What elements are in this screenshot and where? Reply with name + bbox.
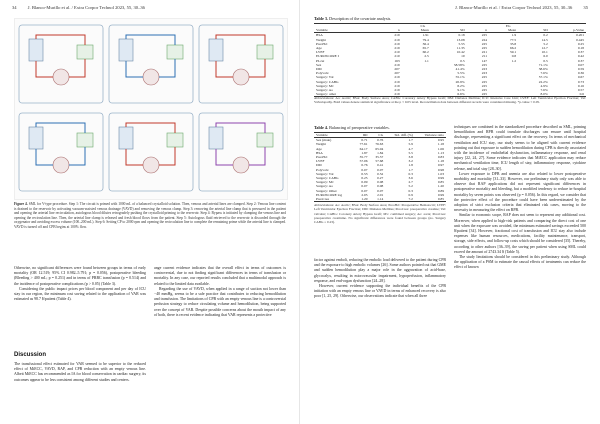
table-cell: 12.7 (541, 46, 548, 51)
table-header-cell: SD (460, 28, 465, 33)
figure-4-illustration (14, 18, 288, 200)
table-cell: 0.25 (577, 41, 584, 46)
table-cell: 0.76 (377, 138, 384, 143)
table-cell: 0.07 (377, 188, 384, 193)
table-cell: 225 (481, 75, 488, 80)
left-page-number: 34 (12, 5, 17, 10)
paragraph: Considering the public impact prices per blood component and per day of ICU stay in our region, the minimum cost saving related to the application of VAR was estimated as 98.7 $/patient (Table 4). (14, 286, 146, 302)
table-4-caption (314, 125, 390, 130)
table-cell: 1.20 (361, 197, 368, 202)
table-cell: Surgery: Ao (316, 184, 333, 189)
table-cell: 1.7 (408, 138, 413, 143)
paragraph: techniques are combined in the standardized procedure described as SML, priming hemodilution and RPB could translate discharges can ensure until hospital discharge, representing a significant effect on the recovery. In terms of mechanical ventilation and ICU stay, our study seems to be aligned with current evidence pointing out that exposure to sudden hemodilution during CPB is directly associated with the incidence of endothelial dysfunction, inflammatory response, and renal injury [22, 24, 27]. Some evidence indicates that MiECC application may reduce mechanical ventilation time, ICU length of stay, inflammatory response, cytokine release, and total stay [28–30]. (454, 125, 586, 171)
table-cell: Surgery: other (316, 92, 337, 97)
table-cell: 225 (481, 79, 488, 84)
table-cell: Surgery: Other (316, 188, 337, 193)
table-cell: 221 (481, 50, 488, 55)
table-3-caption (314, 16, 391, 21)
table-cell: 57.68 (375, 159, 384, 164)
table-cell: 0.07 (361, 167, 368, 172)
table-header-cell: p-Value (573, 28, 584, 33)
table-cell: 55.1% (455, 75, 465, 80)
table-cell: 0.16 (577, 83, 584, 88)
figure-caption-text: SML for V-type procedure. Step 1: The circuit is primed with 1000 mL of a balanced crystalloid solution. Then, venous and arterial lines are clamped. Step 2: Venous line content is drained to the reservoir by activating vacuum-assisted venous drainage (VAVD) and removing the venous clamp. Step 3: removing the arterial line clamp that is pressured in the patient and opening the arterial line recirculation, autologous blood dilutes retrogradely pushing the crystalloid priming to the reservoir. Step 4: Bypass is initiated by clamping the venous line and opening the recirculation line. Then, the arterial line clamp is released and fresh blood flows from the patient. Step 5: Autologous fluid retrieved to the reservoir is discarded through the oxygenator and avoiding excess volume (100–200 mL). Step 6: Setting CP to 2000 rpm and opening the recirculation line to complete the remaining prime while the arterial line is clamped. VAVD is turned off and CPB begins at 100% flow. (14, 202, 286, 229)
table-header-cell: n (397, 28, 400, 33)
table-cell: 0.59 (577, 67, 584, 72)
table-cell: 1.20 (437, 184, 444, 189)
paragraph: Regarding the use of VAVD, when applied in a range of suction not lower than −40 mmHg, seems to be a safe practice that contributes to reducing hemodilution and transfusion. The limitations of CPB with an empty venous line is a controversial perfusion strategy to reduce circulating volume and hemodilution, being supported over the concept of VAR. Despite possible concerns about the mouth impact of any of both, there is recent evidence indicating that VAR represents a protective (154, 286, 286, 317)
table-cell: 22.2% (538, 79, 548, 84)
figure-caption-label: Figure 4. (14, 202, 28, 206)
table-group-header-cg: CG (420, 24, 426, 28)
left-page-header (12, 5, 145, 10)
table-cell: 5.2 (408, 184, 413, 189)
left-body-column-1 (14, 266, 146, 302)
table-cell: 219 (394, 41, 400, 46)
table-cell: 210 (394, 54, 400, 59)
table-cell: 224 (481, 37, 488, 42)
table-cell: 0.27 (377, 176, 384, 181)
table-cell: 210 (394, 50, 400, 55)
table-header-cell: Std. diff. (%) (394, 133, 413, 137)
table-cell: 5.2 (543, 41, 548, 46)
table-4-body (314, 138, 446, 202)
table-cell: 1.13 (437, 150, 444, 155)
table-cell: 35.8 (510, 41, 517, 46)
table-cell: 0.08 (377, 184, 384, 189)
paragraph: However, current evidence supporting the individual benefits of the CPB initiation with an empty venous line or VAVD in terms of enhanced recovery is also poor [1, 25, 29]. Otherwise, our observations indicate that when all three (314, 284, 446, 299)
table-row (314, 197, 446, 202)
table-cell: 71.1% (538, 62, 548, 67)
table-cell: PLcut (316, 58, 325, 63)
table-cell: 219 (394, 75, 400, 80)
table-header-cell: Variable (316, 28, 328, 33)
table-cell: 0.52 (377, 171, 384, 176)
table-cell: 1.18 (437, 159, 444, 164)
table-cell: 0.445 (576, 37, 584, 42)
table-cell: 76.63 (375, 142, 384, 147)
table-header-cell: Mean (508, 28, 517, 33)
table-cell: 0.36 (577, 71, 584, 76)
table-cell: 0.73 (577, 79, 584, 84)
table-cell: 219 (394, 46, 400, 51)
table-cell: 79.4 (422, 37, 429, 42)
table-cell: 207 (394, 71, 400, 76)
table-cell: Polyvalv. (316, 71, 330, 76)
paragraph: ange current evidence indicates that the overall effect in terms of outcomes is controversial, due to not finding significant differences in terms of transfusion or mortality. In any case, our reported results concluded that a multimodal approach is related to the limited data available. (154, 266, 286, 286)
table-cell: 5.5 (408, 150, 413, 155)
table-header-cell: SD (543, 28, 548, 33)
paragraph: factor against emboli, reducing the embolic load delivered to the patient during CPB and the exposure to high embolic volumes [26]. Some authors pointed out that GME and sudden hemodilution play a major role in the aggravation of acid-base, glycocalyx, resulting in microvascular impairment, hypoperfusion, inflammatory response, and end-organ dysfunction [24–28]. (314, 258, 446, 283)
table-cell: 0.99 (437, 192, 444, 197)
table-cell: 57.1% (538, 75, 548, 80)
table-cell: 0.3 (408, 171, 413, 176)
right-page (300, 0, 600, 424)
table-cell: 1.1 (424, 58, 429, 63)
table-cell: 10.42 (456, 50, 465, 55)
table-cell: 0.5 (543, 58, 548, 63)
table-cell: 77.61 (359, 142, 368, 147)
table-cell: DM (316, 163, 322, 168)
figure-4-caption (14, 202, 286, 230)
table-cell: 11.35 (456, 46, 465, 51)
table-cell: PreoCrea (316, 197, 330, 202)
table-cell: 0.9 (408, 192, 413, 197)
table-cell: 0.18 (577, 46, 584, 51)
table-cell: 65.04 (375, 146, 384, 151)
table-group-header-eg: EG (505, 24, 511, 28)
table-cell: 1.8 (408, 163, 413, 168)
table-cell: 0.08 (377, 180, 384, 185)
table-cell: 0.5 (460, 58, 465, 63)
paragraph: Similar to economic scope, RAP does not seem to represent any additional cost. Moreover, when applied to high-risk patients and comparing the direct cost of one unit when the exposure was avoided, the minimum estimated savings exceeded 500 $/patient [34]. However, fractional cost of transfusion and ICU stay also include expenses like human resources, medications, facility maintenance, transport, storage, side effects, and follow-up costs which should be considered [35]. Thereby, according to other authors [36–39], the saving per patient when using SML could exceed the amount of 2743.34 $ (Table 5). (454, 213, 586, 254)
table-header-cell: Variable (316, 133, 328, 137)
table-cell: PreoHct (316, 41, 328, 46)
table-cell: 5.9 (408, 142, 413, 147)
table-cell: 38.6% (538, 67, 548, 72)
table-cell: 9.1% (457, 88, 465, 93)
table-cell: 225 (481, 92, 488, 97)
table-cell: 163 (394, 58, 400, 63)
table-cell: DM (316, 67, 322, 72)
table-cell: 219 (394, 83, 400, 88)
table-cell: Surgery: Mv (316, 83, 334, 88)
table-cell: 77.5 (510, 37, 517, 42)
table-header-cell: IRI (362, 133, 368, 137)
table-cell: 3.6 (408, 176, 413, 181)
table-cell: BSA (316, 33, 323, 38)
table-cell: 0.07 (361, 188, 368, 193)
table-cell: 0.99 (437, 176, 444, 181)
table-4-footnote: Abbreviations: Ao: Aortic; BSA: Body Surface Area; PreoHct: Preoperative Hematocrit; LVEF: Left Ventricular Ejection Fraction; DM: Diabetes Mellitus; PreoCrea: preoperative creatine; Val: valvular; CABG: Coronary Artery Bypass Graft; Mv: combined surgery; Ao: aorta; PreoCrea: preoperative creatinine. No significant differences were found between groups (no. Surgery CABG = 0.23). (314, 203, 446, 225)
table-cell: 6.0 (543, 54, 548, 59)
table-cell: Surgery: Val (316, 171, 334, 176)
table-cell: PreoHct (316, 155, 328, 160)
right-body-column-2 (454, 125, 586, 271)
table-cell: 225 (481, 83, 488, 88)
right-page-number: 35 (583, 5, 588, 10)
table-cell: 2.05 (361, 192, 368, 197)
left-body-column-1b (14, 362, 146, 383)
table-cell: 0.07 (361, 184, 368, 189)
table-3-title: Description of the covariate analysis. (329, 16, 392, 21)
table-header-cell: n (485, 28, 488, 33)
table-cell: 225 (481, 33, 488, 38)
table-cell: 0.37 (577, 58, 584, 63)
table-cell: 14.5 (541, 37, 548, 42)
table-cell: 1.14 (377, 197, 384, 202)
table-cell: 0.85 (437, 180, 444, 185)
table-cell: 0.201 (576, 33, 584, 38)
table-cell: 0.42 (577, 54, 584, 59)
table-4 (314, 132, 446, 202)
left-body-column-2 (154, 266, 286, 318)
table-cell: 0.37 (577, 50, 584, 55)
table-cell: 225 (481, 88, 488, 93)
table-cell: 66.2 (510, 46, 517, 51)
table-cell: 219 (394, 92, 400, 97)
table-header-cell: Mean (420, 28, 429, 33)
table-cell: LVEF (316, 159, 325, 164)
table-3-footnote: Abbreviations: Ao: Aortic; BSA: Body Surface Area; CABG: Coronary Artery Bypass Graft; DM: Diabetes Mellitus; ICU: Intensive Care Unit; LVEF: Left Ventricular Ejection Fraction; Val: Valvulopathy. Bold values denote statistical significance at the p < 0.05 level. Reconciliation data between different records were considered missing. *p-value < 0.05. (314, 96, 586, 105)
table-cell: Polyvalv. (316, 167, 330, 172)
table-cell: 1.7 (408, 167, 413, 172)
table-cell: 0.85 (437, 197, 444, 202)
table-cell: 223 (481, 67, 488, 72)
table-cell: 225 (481, 62, 488, 67)
table-cell: 10 (461, 54, 465, 59)
table-cell: 57.06 (359, 159, 368, 164)
table-cell: 4.7 (408, 146, 413, 151)
table-cell: 219 (394, 88, 400, 93)
section-heading-discussion: Discussion (14, 352, 47, 358)
table-cell: 1.87 (361, 150, 368, 155)
table-cell: 147 (481, 58, 488, 63)
table-cell: Weight (316, 142, 327, 147)
table-cell: 0.6 (579, 92, 584, 97)
table-cell: 1.84 (377, 150, 384, 155)
table-cell: Surgery: CABG (316, 79, 339, 84)
right-page-running-head: J. Blanco-Murillo et al. / Extra Corpor Technol 2023, 55, 30–36 (455, 5, 573, 10)
table-cell: 0.25 (361, 176, 368, 181)
paragraph: The study limitations should be considered in this preliminary study. Although the application of a PSM to estimate the causal effects of treatments can reduce the effect of known (454, 255, 586, 270)
right-body-column-1 (314, 258, 446, 300)
table-cell: 41.4% (455, 67, 465, 72)
table-cell: Surgery: CABG (316, 176, 339, 181)
table-cell: Sex (316, 62, 322, 67)
table-cell: 211 (481, 54, 488, 59)
table-4-label: Table 4. (314, 125, 329, 130)
table-cell: 0.07 (377, 167, 384, 172)
table-cell: 0.09 (361, 180, 368, 185)
table-cell: 6.6% (457, 92, 465, 97)
table-cell: 35.57 (375, 155, 384, 160)
table-cell: 5.55 (458, 41, 465, 46)
table-cell: Surgery: Val (316, 75, 334, 80)
table-cell: 1.06 (437, 146, 444, 151)
table-cell: EUROSCORE log (316, 192, 343, 197)
right-page-header (455, 5, 588, 10)
table-cell: EUROSCORE I (316, 54, 339, 59)
table-cell: 207 (394, 67, 400, 72)
table-4-title: Balancing of preoperative variables. (329, 125, 390, 130)
table-cell: 0.3 (408, 188, 413, 193)
table-cell: 7.6% (540, 88, 548, 93)
table-cell: 13.08 (456, 37, 465, 42)
table-cell: 0.97 (437, 163, 444, 168)
table-cell: Sex (male) (316, 138, 332, 143)
table-cell: 60.2 (422, 50, 429, 55)
table-cell: 59.1 (510, 50, 517, 55)
table-cell: 1.9 (511, 33, 517, 38)
table-cell: 0.95 (437, 138, 444, 143)
table-cell: 0.18 (458, 33, 465, 38)
table-cell: 219 (394, 37, 400, 42)
table-cell: 1.18 (437, 142, 444, 147)
table-cell: 7.6% (540, 71, 548, 76)
table-cell: LVEF (316, 50, 325, 55)
table-cell: 219 (394, 79, 400, 84)
table-3 (314, 23, 586, 97)
table-cell: Age (316, 146, 322, 151)
table-cell: 7.2 (408, 197, 413, 202)
table-cell: 2.01 (377, 192, 384, 197)
table-cell: 1.03 (437, 171, 444, 176)
table-cell: 0.76 (361, 163, 368, 168)
table-cell: 2.7 (408, 180, 413, 185)
table-cell: 219 (394, 33, 400, 38)
table-cell: 10.1 (541, 50, 548, 55)
table-cell: 5.5% (457, 71, 465, 76)
table-cell: 223 (481, 71, 488, 76)
table-cell: 0.8 (511, 54, 517, 59)
table-cell: 58.58% (453, 62, 465, 67)
table-cell: Weight (316, 37, 327, 42)
table-cell: 0.41 (377, 163, 384, 168)
table-cell: 3.8 (408, 155, 413, 160)
table-cell: BSA (316, 150, 323, 155)
table-cell: 65.7 (422, 46, 429, 51)
table-cell: 3.2 (408, 159, 413, 164)
table-3-body (314, 33, 586, 97)
table-cell: 2.5 (424, 54, 429, 59)
table-cell: 0.89 (437, 188, 444, 193)
table-cell: 0.57 (577, 88, 584, 93)
table-cell: 8.2% (457, 83, 465, 88)
table-header-cell: Variance ratio (424, 133, 444, 137)
table-cell: 0.83 (437, 155, 444, 160)
table-cell: 0.98 (437, 167, 444, 172)
paragraph: Lower exposure to DPB and anemia are also related to lower postoperative morbidity and mortality [31–33]. However, our preliminary study only was able to observe that RAP applications did not represent significant differences in postoperative mortality and bleeding, but a modified tendency to reduce in-hospital mortality by seven points was observed (p = 0.056). In this regard, we consider that the protective effect of the procedure could have been underestimated by the adoption of strict exclusion criteria that eliminated risk cases, moving to the necessity in measuring the effect on RPB. (454, 171, 586, 213)
table-cell: Age (316, 46, 322, 51)
table-cell: 219 (394, 62, 400, 67)
table-cell: 0.07 (577, 62, 584, 67)
table-cell: 1.2 (511, 58, 517, 63)
circuit-diagram (15, 19, 287, 199)
table-cell: 35.77 (359, 155, 368, 160)
table-cell: 225 (481, 46, 488, 51)
paragraph: Otherwise, no significant differences were found between groups in terms of early mortality (OR 12.519; 95% CI 0.982–5.791; p = 0.056), postoperative bleeding (Bleeding > 400 mL; p = 0.251) and in terms of PRBC transfusion (p = 0.514) and the incidence of postoperative complications (p > 0.05) (Table 3). (14, 266, 146, 286)
table-3-label: Table 3. (314, 16, 329, 21)
table-cell: 0.67 (577, 75, 584, 80)
table-cell: Surgery: Ao (316, 88, 333, 93)
table-header-cell: CG (378, 133, 384, 137)
table-cell: 64.17 (359, 146, 368, 151)
table-cell: 0.2 (543, 33, 548, 38)
table-cell: Surgery: Mv (316, 180, 334, 185)
table-cell: 4.9% (540, 83, 548, 88)
table-cell: 1.91 (422, 33, 429, 38)
table-cell: 8.0% (540, 92, 548, 97)
table-cell: 0.53 (361, 171, 368, 176)
table-cell: 20.9% (455, 79, 465, 84)
table-cell: 225 (481, 41, 488, 46)
paragraph: The transfusional effect estimated for VAR seemed to be superior to the reduced effect of MiECC, VAVD, RAP, and CPB reduction with an empty venous line. Albeit MiECC has recommended as IA for blood conservation in cardiac surgery, its outcomes appear to be less consistent among different studies and centers. (14, 362, 146, 382)
table-cell: 36.4 (422, 41, 429, 46)
table-cell: 0.71 (361, 138, 368, 143)
left-page-running-head: J. Blanco-Murillo et al. / Extra Corpor Technol 2023, 55, 30–36 (27, 5, 145, 10)
